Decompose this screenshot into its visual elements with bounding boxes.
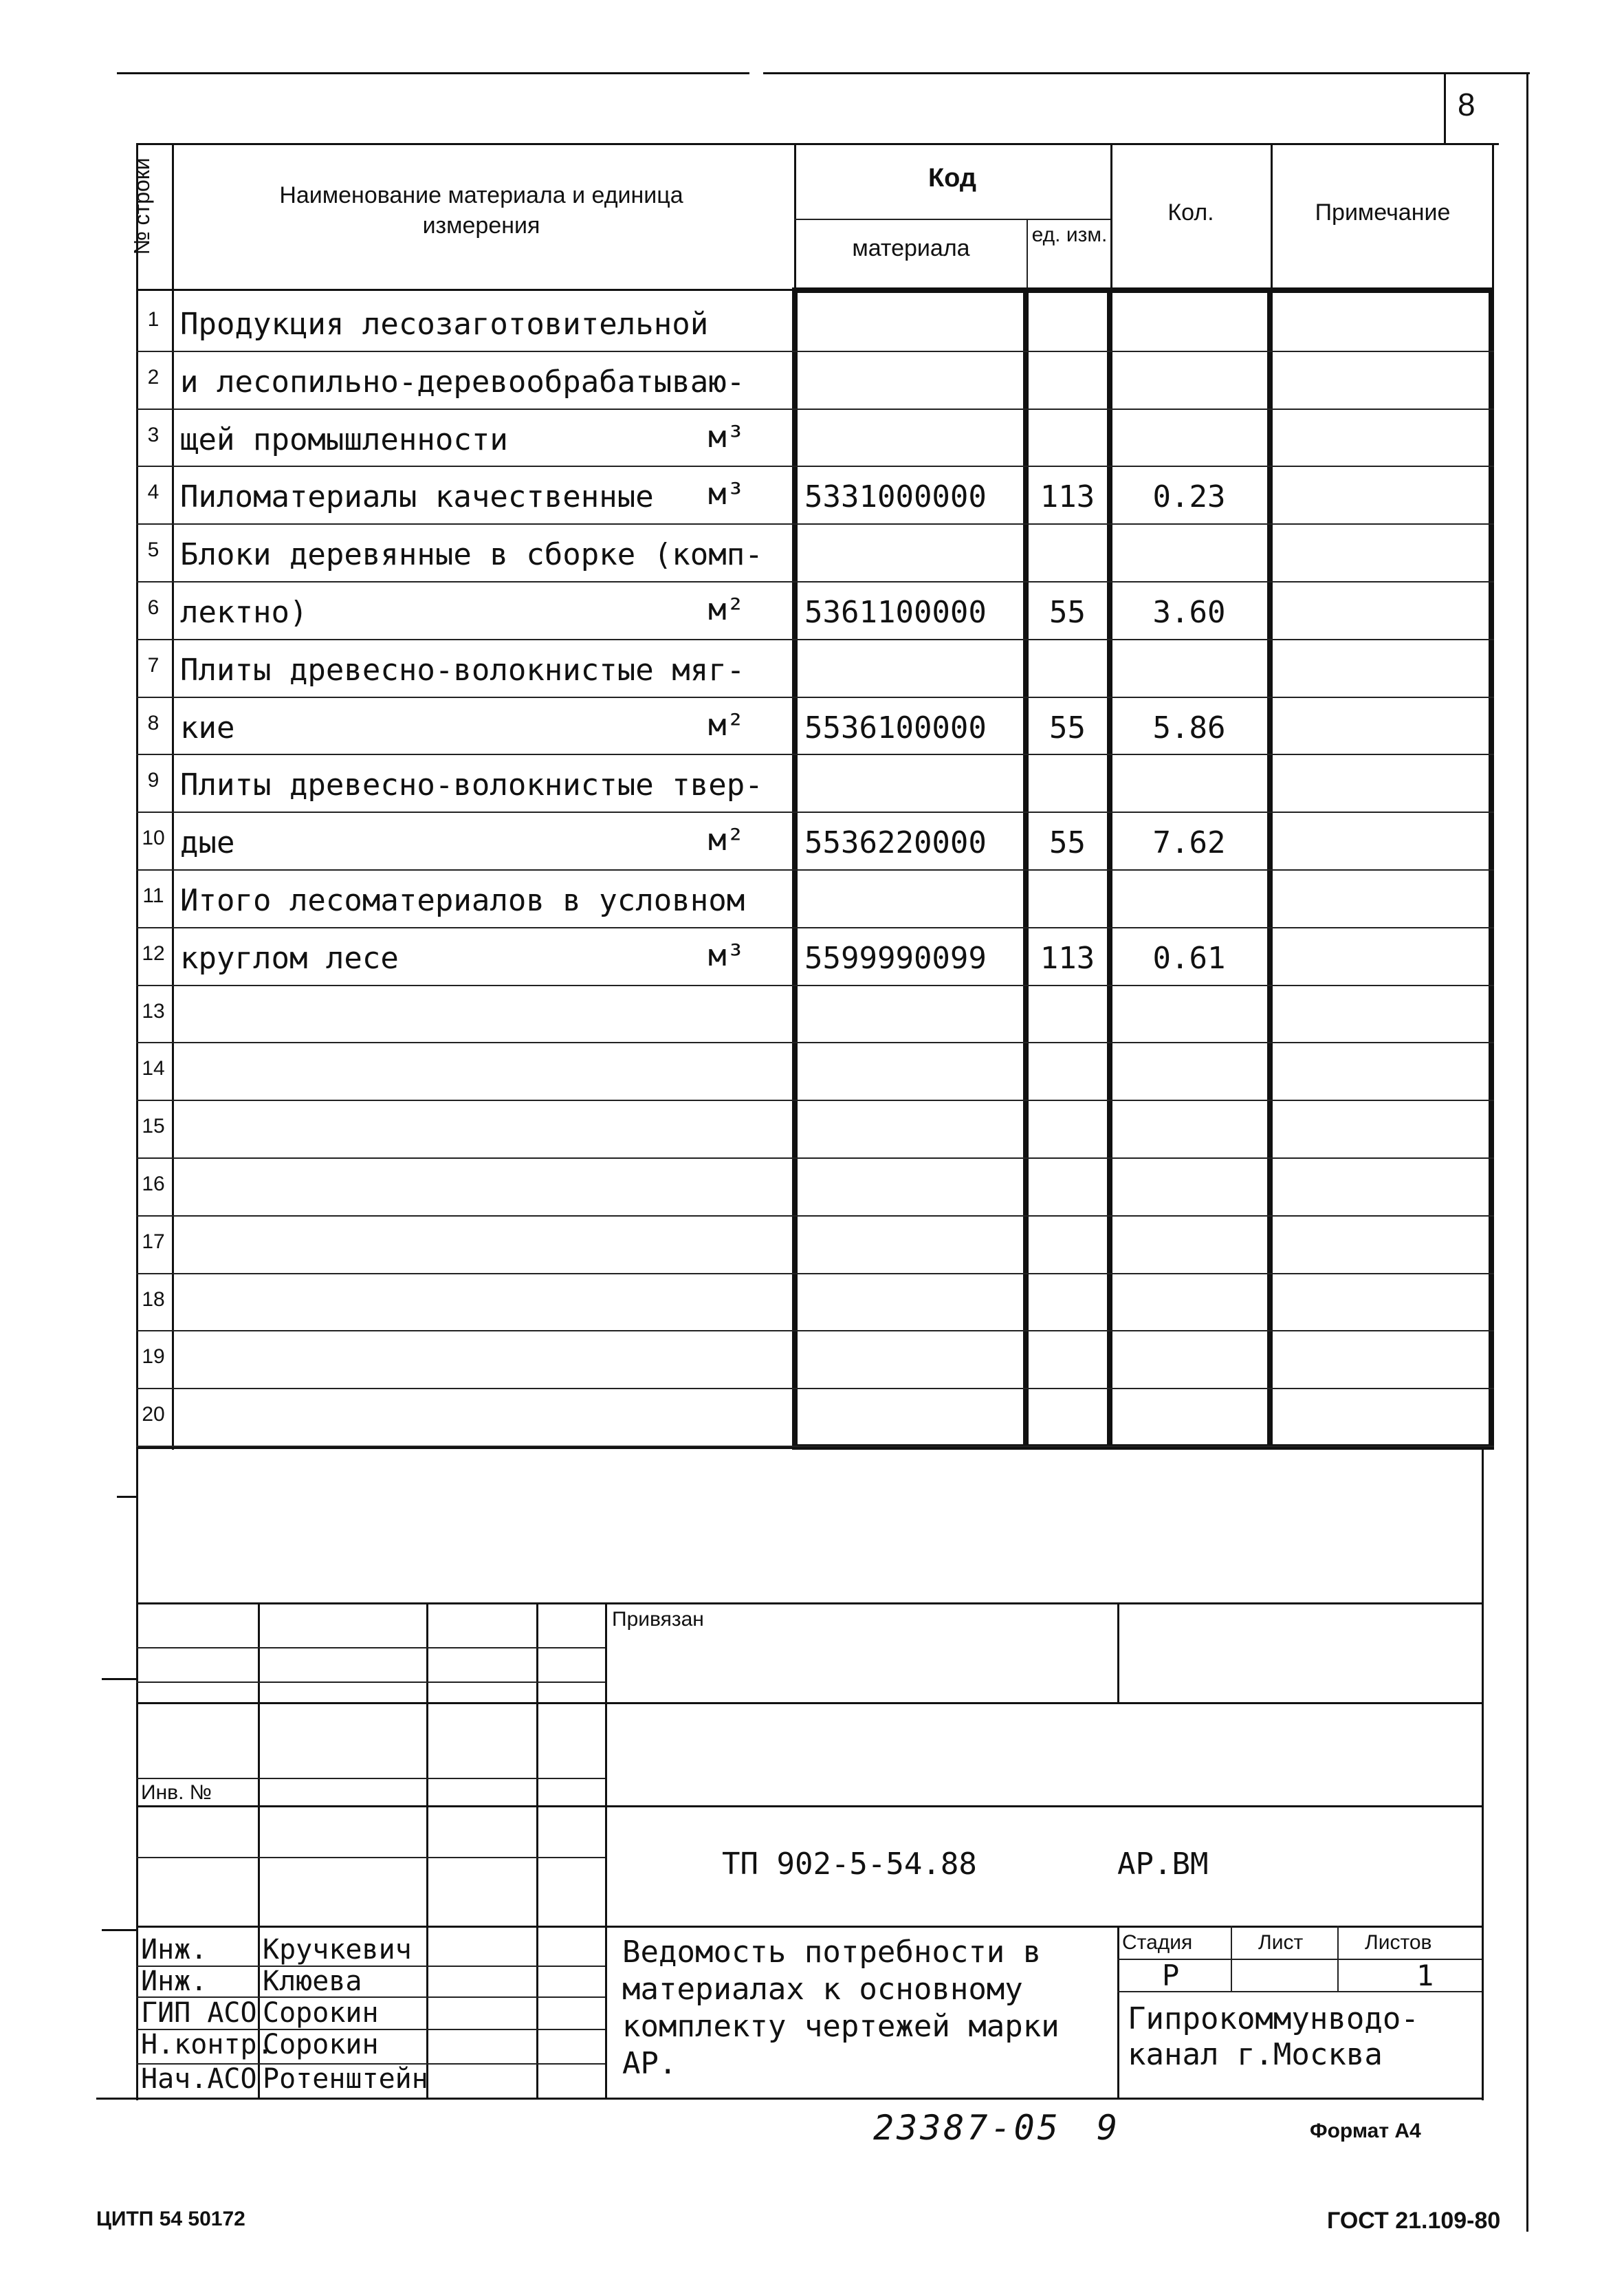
row-unit: м³ xyxy=(708,419,745,455)
doc-mark: АР.ВМ xyxy=(1117,1847,1209,1882)
row-unit: м³ xyxy=(708,477,745,512)
row-material-name: Итого лесоматериалов в условном xyxy=(180,883,745,918)
tb-line-4 xyxy=(136,1926,1484,1928)
row-material-name: Продукция лесозаготовительной xyxy=(180,307,709,342)
col-sep-qty-hdr xyxy=(1271,143,1273,289)
signer-role: Инж. xyxy=(141,1934,208,1966)
row-quantity: 0.23 xyxy=(1152,479,1226,515)
row-line xyxy=(136,351,1494,352)
signer-name: Кручкевич xyxy=(263,1934,412,1966)
row-number: 16 xyxy=(142,1173,165,1195)
body-thick-right xyxy=(1489,287,1494,1450)
row-number: 10 xyxy=(142,827,165,850)
row-number: 8 xyxy=(147,711,160,734)
row-quantity: 3.60 xyxy=(1152,595,1226,630)
code-unit-header: ед. изм. xyxy=(1031,224,1108,246)
row-unit-code: 113 xyxy=(1040,940,1095,976)
signer-name: Сорокин xyxy=(263,2029,379,2060)
row-material-code: 5331000000 xyxy=(804,479,987,515)
tb-grid-r3 xyxy=(136,1778,605,1779)
signer-role: ГИП АСО xyxy=(141,1997,257,2029)
row-number-header: № строки xyxy=(129,157,154,255)
title-line-4: АР. xyxy=(622,2046,677,2081)
row-material-name: дые xyxy=(180,825,235,861)
row-number: 1 xyxy=(147,308,160,331)
title-line-1: Ведомость потребности в xyxy=(622,1935,1042,1970)
row-unit-code: 113 xyxy=(1040,479,1095,515)
edge-tick-3 xyxy=(102,1929,136,1931)
top-border-right xyxy=(763,72,1530,74)
row-quantity: 0.61 xyxy=(1152,940,1226,976)
code-header: Код xyxy=(928,164,977,193)
row-line xyxy=(136,1157,1494,1159)
body-sep-note xyxy=(1267,287,1273,1450)
tb-col-b xyxy=(426,1602,428,2098)
row-line xyxy=(136,927,1494,928)
title-org-sep xyxy=(1117,1926,1119,2098)
organization xyxy=(1128,2001,1419,2073)
tb-bottom xyxy=(96,2098,1484,2100)
row-material-name: кие xyxy=(180,710,235,745)
row-unit: м³ xyxy=(708,937,745,973)
row-material-name: и лесопильно-деревообрабатываю- xyxy=(180,364,745,400)
qty-header: Кол. xyxy=(1167,199,1214,226)
row-material-name: Плиты древесно-волокнистые мяг- xyxy=(180,652,745,688)
row-material-name: Плиты древесно-волокнистые твер- xyxy=(180,768,763,803)
stage-value: Р xyxy=(1162,1959,1180,1992)
row-material-name: лектно) xyxy=(180,595,308,630)
tb-grid-r2 xyxy=(136,1681,605,1683)
code-sub-sep xyxy=(1027,219,1028,289)
row-number: 4 xyxy=(147,481,160,504)
row-material-name: круглом лесе xyxy=(180,940,399,976)
privyazan-sep xyxy=(1117,1602,1119,1702)
row-number: 2 xyxy=(147,365,160,389)
row-unit-code: 55 xyxy=(1049,595,1086,630)
row-material-name: Блоки деревянные в сборке (комп- xyxy=(180,537,763,573)
row-number: 11 xyxy=(142,884,164,907)
row-number: 7 xyxy=(147,653,160,677)
privyazan-label: Привязан xyxy=(612,1608,704,1631)
left-code: ЦИТП 54 50172 xyxy=(96,2208,245,2230)
signer-name: Сорокин xyxy=(263,1997,379,2029)
row-quantity: 7.62 xyxy=(1152,825,1226,861)
row-number: 15 xyxy=(142,1115,165,1138)
row-line xyxy=(136,466,1494,467)
titleblock-right xyxy=(1482,1447,1484,2100)
row-material-code: 5361100000 xyxy=(804,595,987,630)
name-header: Наименование материала и единица измерения xyxy=(279,182,683,239)
row-line xyxy=(136,1042,1494,1043)
org-line-2: канал г.Москва xyxy=(1128,2037,1383,2072)
stage-sep-1 xyxy=(1231,1926,1232,1991)
row-material-code: 5536220000 xyxy=(804,825,987,861)
row-line xyxy=(136,869,1494,871)
signer-name: Клюева xyxy=(263,1966,362,1997)
stamp-page: 9 xyxy=(1097,2108,1118,2148)
inv-no-label: Инв. № xyxy=(141,1781,212,1804)
row-number: 12 xyxy=(142,941,165,965)
row-line xyxy=(136,1330,1494,1331)
tb-line-3 xyxy=(136,1805,1484,1807)
tb-line-2 xyxy=(136,1702,1484,1704)
row-number: 3 xyxy=(147,423,160,446)
stage-label: Стадия xyxy=(1122,1931,1193,1954)
body-sep-unit xyxy=(1023,287,1029,1450)
row-number: 17 xyxy=(142,1230,165,1253)
note-header: Примечание xyxy=(1315,199,1451,226)
format-label: Формат А4 xyxy=(1310,2120,1421,2142)
sheet-number: 8 xyxy=(1458,87,1475,122)
row-unit-code: 55 xyxy=(1049,710,1086,745)
sheets-label: Листов xyxy=(1365,1931,1432,1954)
col-sep-rownum xyxy=(172,143,174,1450)
gost-label: ГОСТ 21.109-80 xyxy=(1327,2208,1501,2234)
code-subheader-line xyxy=(794,219,1110,220)
row-line xyxy=(136,697,1494,698)
row-unit: м² xyxy=(708,823,745,858)
signer-name: Ротенштейн xyxy=(263,2063,428,2095)
signer-role: Н.контр. xyxy=(141,2029,274,2060)
row-number: 18 xyxy=(142,1287,165,1311)
row-number: 20 xyxy=(142,1403,165,1426)
top-border-left xyxy=(117,72,749,74)
title-line-3: комплекту чертежей марки xyxy=(622,2009,1060,2044)
stamp-number: 23387-05 xyxy=(873,2108,1061,2148)
right-border xyxy=(1526,72,1528,2232)
row-line xyxy=(136,754,1494,755)
row-line xyxy=(136,1215,1494,1217)
sheet-number-divider xyxy=(1444,72,1446,144)
row-unit-code: 55 xyxy=(1049,825,1086,861)
tb-line-1 xyxy=(136,1602,1484,1604)
sheets-value: 1 xyxy=(1416,1959,1434,1992)
row-line xyxy=(136,581,1494,583)
row-number: 19 xyxy=(142,1345,165,1369)
table-left-line xyxy=(136,143,138,1450)
tb-col-c xyxy=(536,1602,538,2098)
tb-grid-r4 xyxy=(136,1857,605,1858)
row-line xyxy=(136,985,1494,986)
row-line xyxy=(136,1100,1494,1101)
row-line xyxy=(136,523,1494,525)
row-material-name: щей промышленности xyxy=(180,422,508,457)
title-line-2: материалах к основному xyxy=(622,1972,1023,2007)
stage-sep-2 xyxy=(1337,1926,1339,1991)
table-bottom-line-left xyxy=(136,1447,796,1449)
row-number: 6 xyxy=(147,596,160,619)
row-line xyxy=(136,812,1494,813)
sheet-label: Лист xyxy=(1258,1931,1304,1954)
row-material-code: 5599990099 xyxy=(804,940,987,976)
row-unit: м² xyxy=(708,592,745,627)
row-number: 13 xyxy=(142,999,165,1023)
row-line xyxy=(136,1446,1494,1447)
edge-tick-2 xyxy=(102,1678,136,1680)
titleblock-left xyxy=(136,1447,138,2100)
body-thick-left xyxy=(792,287,798,1450)
row-line xyxy=(136,639,1494,640)
code-material-header: материала xyxy=(852,235,970,261)
row-line xyxy=(136,1273,1494,1274)
doc-code: ТП 902-5-54.88 xyxy=(722,1847,977,1882)
row-material-name: Пиломатериалы качественные xyxy=(180,479,654,515)
edge-tick-1 xyxy=(117,1496,136,1498)
row-material-code: 5536100000 xyxy=(804,710,987,745)
document-title xyxy=(622,1934,1060,2082)
tb-col-a xyxy=(258,1602,260,2098)
signer-role: Нач.АСО xyxy=(141,2063,257,2095)
tb-col-d xyxy=(605,1602,607,2098)
row-unit: м² xyxy=(708,707,745,743)
row-number: 9 xyxy=(147,769,160,792)
row-line xyxy=(136,1388,1494,1389)
table-top-line xyxy=(136,143,1499,145)
row-line xyxy=(136,409,1494,410)
body-thick-top xyxy=(792,287,1494,293)
signer-role: Инж. xyxy=(141,1966,208,1997)
tb-grid-r1 xyxy=(136,1647,605,1648)
body-sep-qty xyxy=(1107,287,1112,1450)
org-line-1: Гипрокоммунводо- xyxy=(1128,2001,1419,2036)
row-number: 14 xyxy=(142,1057,165,1080)
row-quantity: 5.86 xyxy=(1152,710,1226,745)
row-number: 5 xyxy=(147,538,160,562)
